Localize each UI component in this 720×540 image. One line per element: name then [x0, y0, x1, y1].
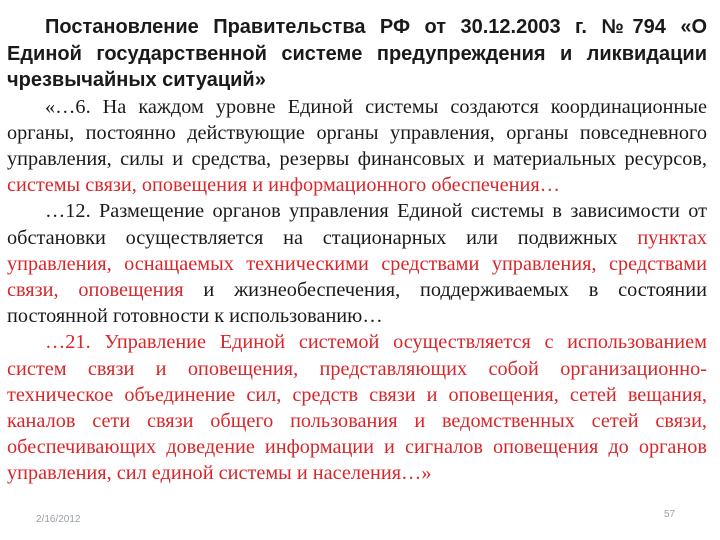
- slide-number: 57: [664, 509, 676, 520]
- paragraph-6-text: «…6. На каждом уровне Единой системы создаются координационные органы, постоянно действующие органы управления, органы повседневного управления, силы и средства, резервы финансовых и материальных ресурсов,: [7, 95, 707, 170]
- paragraph-6: [7, 94, 707, 199]
- slide-content: [7, 14, 707, 487]
- paragraph-21-highlight: …21. Управление Единой системой осуществляется с использованием систем связи и оповещения, представляющих собой организационно-техническое объединение сил, средств связи и оповещения, сетей вещания, каналов сети связи общего пользования и ведомственных сетей связи, обеспечивающих доведение информации и сигналов оповещения до органов управления, сил единой системы и населения…»: [7, 331, 707, 485]
- paragraph-12-text: …12. Размещение органов управления Единой системы в зависимости от обстановки осуществляется на стационарных или подвижных: [7, 200, 707, 249]
- paragraph-12-highlight: пунктах управления, оснащаемых техническими средствами управления, средствами связи, оповещения: [7, 226, 707, 301]
- footer-date: 2/16/2012: [36, 514, 81, 525]
- paragraph-12: [7, 198, 707, 329]
- paragraph-21: [7, 329, 707, 486]
- slide-title: Постановление Правительства РФ от 30.12.2003 г. №794 «О Единой государственной системе предупреждения и ликвидации чрезвычайных ситуаций»: [7, 16, 707, 91]
- paragraph-12-text-end: и жизнеобеспечения, поддерживаемых в состоянии постоянной готовности к использованию…: [7, 278, 707, 328]
- paragraph-6-highlight: системы связи, оповещения и информационного обеспечения…: [7, 174, 560, 197]
